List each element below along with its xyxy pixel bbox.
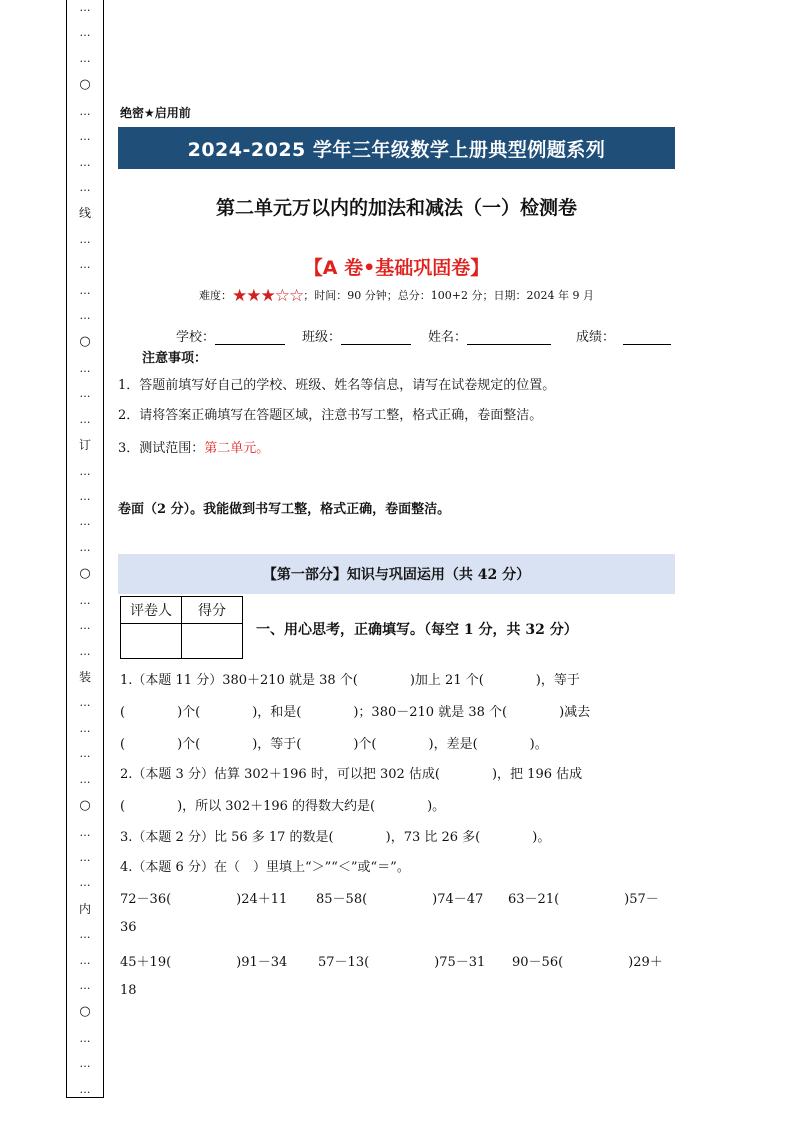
score-label: 成绩： — [576, 330, 616, 345]
question-1-line-1: 1.（本题 11 分）380＋210 就是 38 个( )加上 21 个( )，等于 — [120, 673, 580, 688]
difficulty-label: 难度： — [199, 289, 233, 302]
binding-dots: … — [79, 387, 91, 401]
binding-dots: … — [79, 850, 91, 864]
notes-heading: 注意事项： — [142, 351, 208, 366]
binding-hole-icon: ○ — [79, 566, 91, 582]
binding-dots: … — [79, 540, 91, 554]
binding-dots: … — [79, 644, 91, 658]
compare-3-wrap: 36 — [120, 920, 137, 935]
compare-5: 57－13( )75－31 — [318, 955, 486, 970]
binding-dots: … — [79, 876, 91, 890]
grading-table — [120, 596, 243, 659]
binding-dots: … — [79, 747, 91, 761]
unit-title: 第二单元万以内的加法和减法（一）检测卷 — [215, 197, 577, 219]
secret-label: 绝密★启用前 — [120, 106, 191, 120]
binding-dots: … — [79, 104, 91, 118]
binding-dots: … — [79, 180, 91, 194]
binding-dots: … — [79, 928, 91, 942]
binding-dots: … — [79, 1082, 91, 1096]
compare-2: 85－58( )74－47 — [316, 892, 484, 907]
name-field[interactable] — [428, 326, 551, 345]
note-3-scope: 第二单元。 — [204, 441, 270, 456]
school-field[interactable] — [176, 326, 285, 345]
compare-6: 90－56( )29＋ — [512, 955, 663, 970]
note-3 — [118, 437, 269, 456]
question-1-line-2: ( )个( )，和是( )；380－210 就是 38 个( )减去 — [120, 705, 591, 720]
compare-1: 72－36( )24＋11 — [120, 892, 288, 907]
question-2-line-2: ( )，所以 302＋196 的得数大约是( )。 — [120, 799, 446, 814]
binding-dots: … — [79, 825, 91, 839]
binding-dots: … — [79, 232, 91, 246]
cleanliness-note: 卷面（2 分）。我能做到书写工整，格式正确，卷面整洁。 — [118, 502, 451, 517]
binding-dots: … — [79, 464, 91, 478]
score-field[interactable] — [576, 326, 671, 345]
score-cell[interactable] — [182, 624, 243, 659]
exam-meta-rest: ；时间：90 分钟；总分：100+2 分；日期：2024 年 9 月 — [303, 289, 594, 302]
question-4-heading: 4.（本题 6 分）在（ ）里填上“＞”“＜”或“＝”。 — [120, 860, 410, 875]
name-label: 姓名： — [428, 330, 468, 345]
binding-dots: … — [79, 51, 91, 65]
binding-dots: … — [79, 619, 91, 633]
binding-hole-icon: ○ — [79, 798, 91, 814]
binding-dots: … — [79, 979, 91, 993]
binding-dots: … — [79, 721, 91, 735]
question-3: 3.（本题 2 分）比 56 多 17 的数是( )，73 比 26 多( )。 — [120, 830, 551, 845]
binding-dots: … — [79, 155, 91, 169]
volume-title: 【A 卷•基础巩固卷】 — [303, 257, 490, 279]
binding-dots: … — [79, 309, 91, 323]
class-label: 班级： — [302, 330, 342, 345]
section-1-title: 一、用心思考，正确填写。（每空 1 分，共 32 分） — [256, 622, 578, 638]
binding-dots: … — [79, 515, 91, 529]
banner-title: 2024-2025 学年三年级数学上册典型例题系列 — [187, 138, 606, 161]
binding-char: 订 — [78, 438, 91, 453]
binding-dots: … — [79, 258, 91, 272]
exam-meta — [118, 286, 675, 306]
binding-char: 内 — [78, 901, 91, 916]
note-2: 2．请将答案正确填写在答题区域，注意书写工整，格式正确，卷面整洁。 — [118, 408, 543, 423]
binding-char: 线 — [78, 206, 91, 221]
score-header: 得分 — [182, 597, 243, 624]
note-3-prefix: 3．测试范围： — [118, 441, 205, 456]
binding-margin — [66, 0, 104, 1098]
part-1-header — [118, 554, 675, 594]
binding-dots: … — [79, 283, 91, 297]
binding-hole-icon: ○ — [79, 77, 91, 93]
binding-hole-icon: ○ — [79, 334, 91, 350]
compare-3: 63－21( )57－ — [508, 892, 659, 907]
question-1-line-3: ( )个( )，等于( )个( )，差是( )。 — [120, 737, 548, 752]
binding-dots: … — [79, 412, 91, 426]
star-empty-icon: ☆☆ — [274, 286, 304, 306]
part-1-title: 【第一部分】知识与巩固运用（共 42 分） — [262, 567, 531, 583]
binding-dots: … — [79, 1, 91, 14]
compare-4: 45＋19( )91－34 — [120, 955, 288, 970]
question-2-line-1: 2.（本题 3 分）估算 302＋196 时，可以把 302 估成( )，把 196 估成 — [120, 767, 583, 782]
class-line[interactable] — [341, 330, 411, 345]
binding-hole-icon: ○ — [79, 1004, 91, 1020]
compare-6-wrap: 18 — [120, 983, 137, 998]
binding-dots: … — [79, 772, 91, 786]
binding-dots: … — [79, 361, 91, 375]
binding-dots: … — [79, 593, 91, 607]
note-1: 1．答题前填写好自己的学校、班级、姓名等信息，请写在试卷规定的位置。 — [118, 378, 556, 393]
binding-dots: … — [79, 130, 91, 144]
binding-dots: … — [79, 490, 91, 504]
score-line[interactable] — [623, 330, 671, 345]
difficulty-stars — [232, 286, 303, 306]
binding-dots: … — [79, 696, 91, 710]
name-line[interactable] — [467, 330, 551, 345]
binding-dots: … — [79, 953, 91, 967]
binding-dots: … — [79, 26, 91, 40]
school-line[interactable] — [215, 330, 285, 345]
star-filled-icon: ★★★ — [232, 286, 275, 306]
binding-dots: … — [79, 1031, 91, 1045]
series-banner — [118, 127, 675, 169]
school-label: 学校： — [176, 330, 216, 345]
binding-marks — [67, 0, 103, 1097]
grader-cell[interactable] — [121, 624, 182, 659]
grader-header: 评卷人 — [121, 597, 182, 624]
binding-char: 装 — [78, 669, 91, 684]
binding-dots: … — [79, 1057, 91, 1071]
class-field[interactable] — [302, 326, 411, 345]
